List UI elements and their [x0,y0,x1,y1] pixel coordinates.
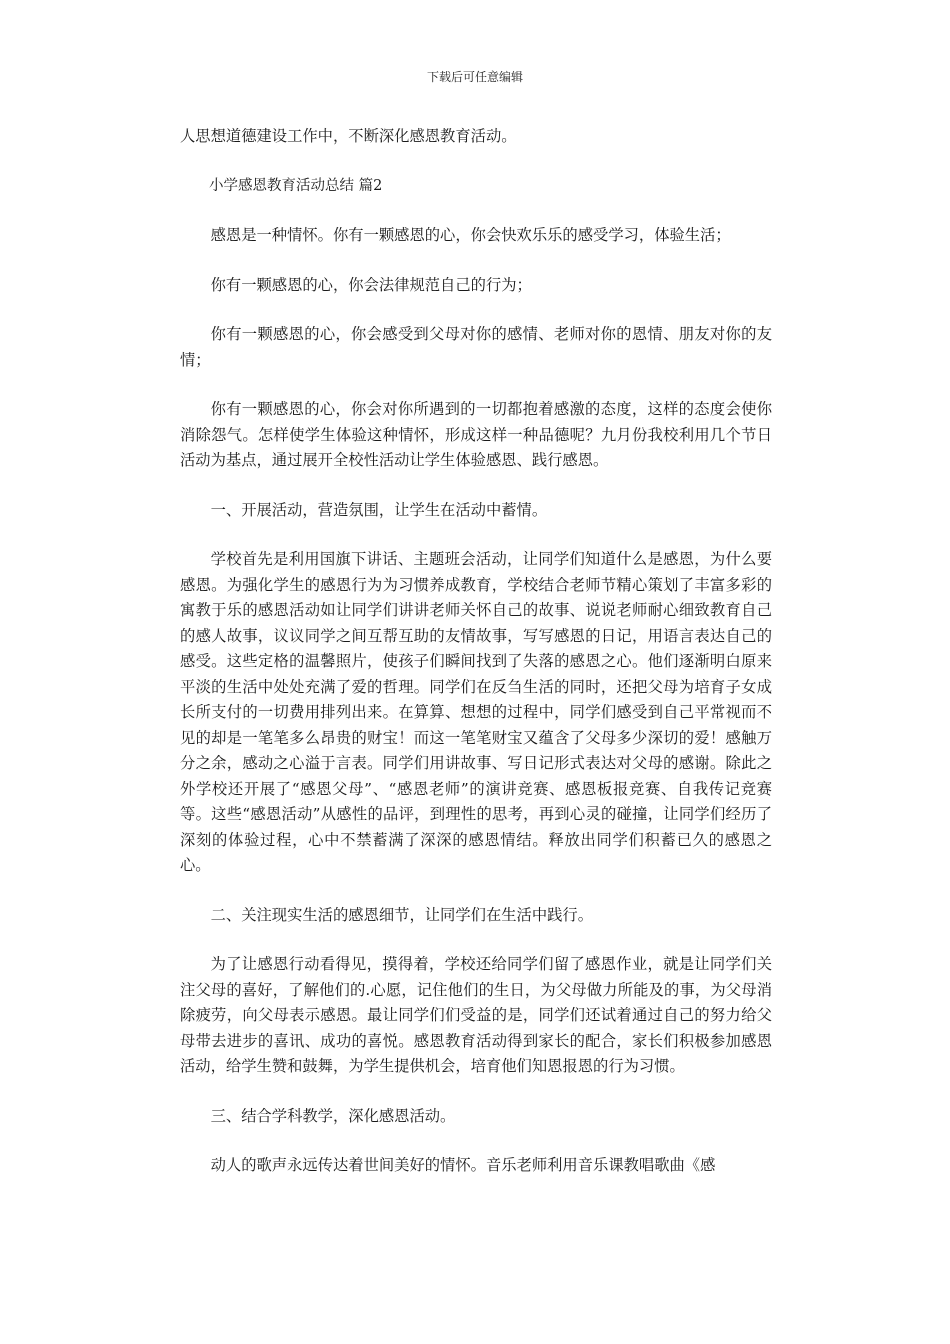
paragraph: 动人的歌声永远传达着世间美好的情怀。音乐老师利用音乐课教唱歌曲《感 [210,1156,716,1174]
subheading-1: 一、开展活动，营造氛围，让学生在活动中蓄情。 [210,500,548,519]
paragraph-continuation: 人思想道德建设工作中，不断深化感恩教育活动。 [180,127,517,145]
paragraph: 学校首先是利用国旗下讲话、主题班会活动，让同学们知道什么是感恩，为什么要感恩。为强化学生的感恩行为为习惯养成教育，学校结合老师节精心策划了丰富多彩的寓教于乐的感恩活动如让同学们讲讲老师关怀自己的故事、说说老师耐心细致教育自己的感人故事，议议同学之间互帮互助的友情故事，写写感恩的日记，用语言表达自己的感受。这些定格的温馨照片，使孩子们瞬间找到了失落的感恩之心。他们逐渐明白原来平淡的生活中处处充满了爱的哲理。同学们在反刍生活的同时，还把父母为培育子女成长所支付的一切费用排列出来。在算算、想想的过程中，同学们感受到自己平常视而不见的却是一笔笔多么昂贵的财宝！而这一笔笔财宝又蕴含了父母多少深切的爱！感触万分之余，感动之心溢于言表。同学们用讲故事、写日记形式表达对父母的感谢。除此之外学校还开展了“感恩父母”、“感恩老师”的演讲竞赛、感恩板报竞赛、自我传记竞赛等。这些“感恩活动”从感性的品评，到理性的思考，再到心灵的碰撞，让同学们经历了深刻的体验过程，心中不禁蓄满了深深的感恩情结。释放出同学们积蓄已久的感恩之心。 [180,550,772,874]
subheading-2: 二、关注现实生活的感恩细节，让同学们在生活中践行。 [210,905,594,924]
paragraph: 你有一颗感恩的心，你会感受到父母对你的感情、老师对你的恩情、朋友对你的友情； [180,325,772,369]
subheading-3: 三、结合学科教学，深化感恩活动。 [210,1106,456,1125]
paragraph: 你有一颗感恩的心，你会法律规范自己的行为； [210,275,532,294]
paragraph: 你有一颗感恩的心，你会对你所遇到的一切都抱着感激的态度，这样的态度会使你消除怨气。怎样使学生体验这种情怀，形成这样一种品德呢？九月份我校利用几个节日活动为基点，通过展开全校性活动让学生体验感恩、践行感恩。 [180,400,772,469]
paragraph: 为了让感恩行动看得见，摸得着，学校还给同学们留了感恩作业，就是让同学们关注父母的喜好，了解他们的.心愿，记住他们的生日，为父母做力所能及的事，为父母消除疲劳，向父母表示感恩。最让同学们们受益的是，同学们还试着通过自己的努力给父母带去进步的喜讯、成功的喜悦。感恩教育活动得到家长的配合，家长们积极参加感恩活动，给学生赞和鼓舞，为学生提供机会，培育他们知恩报恩的行为习惯。 [180,955,772,1075]
paragraph: 感恩是一种情怀。你有一颗感恩的心，你会快欢乐乐的感受学习，体验生活； [210,226,731,244]
document-body [180,124,772,1203]
section-title: 小学感恩教育活动总结 篇2 [209,177,383,194]
page-header: 下载后可任意编辑 [426,70,523,84]
